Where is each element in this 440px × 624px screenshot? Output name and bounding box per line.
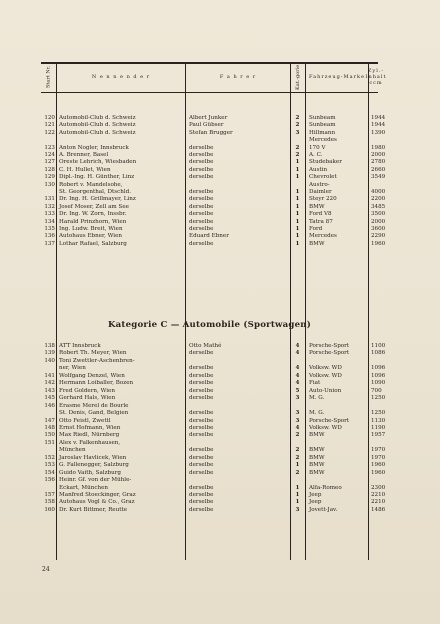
start-number: 141 <box>44 372 55 379</box>
driver-name: derselbe <box>189 462 214 469</box>
category-number: 1 <box>295 499 300 506</box>
entrant-name: Autohaus Ebner, Wien <box>59 233 122 240</box>
entrant-name: C. H. Hullet, Wien <box>59 166 111 173</box>
table-row <box>41 380 386 387</box>
category-number: 5 <box>295 387 300 394</box>
car-make: BMW <box>309 203 325 210</box>
start-number: 147 <box>44 417 55 424</box>
table-row <box>41 218 386 226</box>
car-make: Jeep <box>309 492 322 498</box>
category-number: 1 <box>295 166 300 173</box>
start-number: 132 <box>44 203 55 210</box>
entrant-name: Dr. Ing. H. Grillmayer, Linz <box>59 196 136 203</box>
car-make: Studebaker <box>309 159 342 166</box>
table-row <box>41 159 386 166</box>
entrant-name: Alex v. Falkenhausen, <box>59 439 121 446</box>
driver-name: Stefan Brugger <box>189 129 233 136</box>
header-make: Fahrzeug-Marke <box>309 74 365 80</box>
table-row <box>41 506 386 514</box>
driver-name: derselbe <box>189 189 214 195</box>
header-capacity: Zyl.-Inhalt ccm <box>365 68 387 86</box>
table-row <box>41 424 386 432</box>
start-number: 128 <box>44 166 55 173</box>
engine-capacity: 2000 <box>371 218 386 225</box>
category-number: 1 <box>295 240 300 247</box>
table-row <box>41 417 386 425</box>
start-number: 157 <box>44 492 55 498</box>
entrant-name: Hermann Loiballer, Bozen <box>59 380 134 387</box>
start-number: 127 <box>44 159 55 166</box>
car-make: Auto-Union <box>309 387 342 394</box>
engine-capacity: 2210 <box>371 492 386 498</box>
car-make: M. G. <box>309 395 325 402</box>
car-make: 170 V <box>309 144 326 151</box>
driver-name: derselbe <box>189 387 214 394</box>
table-row <box>41 440 378 447</box>
engine-capacity: 1486 <box>371 506 386 513</box>
driver-name: derselbe <box>189 196 214 203</box>
entrant-name: Lothar Rafael, Salzburg <box>59 240 127 247</box>
driver-name: Paul Gübser <box>189 122 224 129</box>
entrant-name: Wolfgang Denzel, Wien <box>59 372 125 379</box>
car-make: BMW <box>309 240 325 247</box>
entrant-name: Max Riedl, Nürnberg <box>59 432 120 439</box>
entrant-name: Dr. Kurt Bittmer, Reutte <box>59 506 128 513</box>
engine-capacity: 1960 <box>371 240 386 247</box>
car-make: M. G. <box>309 410 325 417</box>
table-row <box>41 410 386 417</box>
start-number: 124 <box>44 152 55 158</box>
category-number: 3 <box>295 129 300 136</box>
section-title: Kategorie C — Automobile (Sportwagen) <box>108 320 311 330</box>
engine-capacity: 3549 <box>371 174 386 181</box>
category-number: 1 <box>295 484 300 491</box>
driver-name: derselbe <box>189 417 214 424</box>
driver-name: derselbe <box>189 395 214 402</box>
car-make: Steyr 220 <box>309 196 337 203</box>
car-make: Mercedes <box>309 233 337 240</box>
header-driver: F a h r e r <box>219 74 257 80</box>
driver-name: derselbe <box>189 166 214 173</box>
category-number: 4 <box>295 365 300 372</box>
car-make: BMW <box>309 469 325 476</box>
driver-name: derselbe <box>189 226 214 232</box>
header-category: Kat.-gorie <box>295 64 301 90</box>
driver-name: derselbe <box>189 454 214 461</box>
category-number: 3 <box>295 417 300 424</box>
entrant-name: Erasme Merel de Bourle <box>59 402 129 409</box>
category-number: 1 <box>295 211 300 218</box>
car-make: BMW <box>309 432 325 439</box>
car-make: Alfa-Romeo <box>309 484 342 491</box>
entrant-name: Heinr. Gf. von der Mühle- <box>59 477 132 484</box>
driver-name: derselbe <box>189 499 214 506</box>
driver-name: derselbe <box>189 203 214 210</box>
entrant-name: St. Denis, Gand, Belgien <box>59 410 129 417</box>
entrant-name: Dipl.-Ing. H. Günther, Linz <box>59 174 135 181</box>
driver-name: Eduard Ebner <box>189 233 229 240</box>
start-number: 151 <box>44 439 55 446</box>
engine-capacity: 4000 <box>371 189 386 195</box>
category-number: 2 <box>295 454 300 461</box>
car-make: Austro- <box>309 181 330 188</box>
engine-capacity: 1390 <box>371 129 386 136</box>
start-number: 131 <box>44 196 55 203</box>
start-number: 135 <box>44 226 55 232</box>
engine-capacity: 1960 <box>371 462 386 469</box>
table-row <box>41 144 386 152</box>
category-number: 4 <box>295 372 300 379</box>
start-number: 152 <box>44 454 55 461</box>
driver-name: derselbe <box>189 152 214 158</box>
category-number: 4 <box>295 350 300 357</box>
engine-capacity: 1130 <box>371 417 386 424</box>
car-make: Jovett-Jav. <box>309 506 338 513</box>
entrant-name: Toni Zwettler-Aschenbren- <box>59 357 135 364</box>
entrant-name: Josef Moser, Zell am See <box>59 203 129 210</box>
start-number: 134 <box>44 218 55 225</box>
car-make: Ford V8 <box>309 211 332 218</box>
engine-capacity: 1250 <box>371 410 386 417</box>
category-number: 1 <box>295 174 300 181</box>
table-row <box>41 203 386 211</box>
entrant-name: Autohaus Vogl & Co., Graz <box>59 499 135 506</box>
car-make: Porsche-Sport <box>309 343 350 349</box>
start-number: 138 <box>44 343 55 349</box>
header-start-nr: Start Nr. <box>45 65 52 89</box>
category-number: 2 <box>295 432 300 439</box>
category-number: 1 <box>295 492 300 498</box>
table-row <box>41 189 386 196</box>
table-row <box>41 115 386 122</box>
car-make: Ford <box>309 226 323 232</box>
engine-capacity: 700 <box>371 387 382 394</box>
car-make: Chevrolet <box>309 174 337 181</box>
engine-capacity: 1957 <box>371 432 386 439</box>
start-number: 150 <box>44 432 55 439</box>
driver-name: derselbe <box>189 424 214 431</box>
category-number: 3 <box>295 506 300 513</box>
driver-name: derselbe <box>189 144 214 151</box>
entrant-name: A. Brenner, Basel <box>59 152 109 158</box>
entrant-name: Robert v. Mandelsohe, <box>59 181 123 188</box>
table-row <box>41 432 386 439</box>
category-number: 1 <box>295 189 300 195</box>
entrant-name: Automobil-Club d. Schweiz <box>59 129 136 136</box>
table-row <box>41 350 386 357</box>
driver-name: derselbe <box>189 432 214 439</box>
driver-name: Otto Mathé <box>189 343 222 349</box>
table-row <box>41 174 386 181</box>
engine-capacity: 2210 <box>371 499 386 506</box>
driver-name: Albert Junker <box>189 115 228 121</box>
start-number: 122 <box>44 129 55 136</box>
entry-list-table <box>41 62 387 560</box>
category-number: 2 <box>295 469 300 476</box>
start-number: 123 <box>44 144 55 151</box>
start-number: 129 <box>44 174 55 181</box>
engine-capacity: 1096 <box>371 365 386 372</box>
car-make: Volksw. WD <box>309 424 342 431</box>
car-make: Fiat <box>309 380 321 387</box>
table-row <box>41 122 386 129</box>
car-make: Daimler <box>309 189 332 195</box>
engine-capacity: 1086 <box>371 350 386 357</box>
car-make: Jeep <box>309 499 322 506</box>
entrant-name: Gerhard Hals, Wien <box>59 395 116 402</box>
category-number: 2 <box>295 152 300 158</box>
start-number: 137 <box>44 240 55 247</box>
engine-capacity: 2200 <box>371 196 386 203</box>
car-make: Volksw. WD <box>309 365 342 372</box>
driver-name: derselbe <box>189 469 214 476</box>
car-make: BMW <box>309 447 325 454</box>
page-number: 24 <box>42 566 50 573</box>
category-number: 3 <box>295 395 300 402</box>
driver-name: derselbe <box>189 211 214 218</box>
table-row <box>41 484 386 492</box>
entrant-name: Fred Goldern, Wien <box>59 387 115 394</box>
table-row <box>41 196 386 203</box>
driver-name: derselbe <box>189 240 214 247</box>
entrant-name: Ernst Hofmann, Wien <box>59 424 121 431</box>
start-number: 143 <box>44 387 55 394</box>
engine-capacity: 1190 <box>371 424 386 431</box>
header-entrant: N e n n e n d e r <box>91 74 151 80</box>
engine-capacity: 1944 <box>371 115 386 121</box>
table-row <box>41 343 386 350</box>
table-row <box>41 454 386 462</box>
table-row <box>41 137 378 144</box>
table-row <box>41 395 386 402</box>
engine-capacity: 1100 <box>371 343 386 349</box>
table-row <box>41 129 386 137</box>
entrant-name: ner, Wien <box>59 365 86 372</box>
category-number: 1 <box>295 226 300 232</box>
engine-capacity: 3600 <box>371 226 386 232</box>
engine-capacity: 1980 <box>371 144 386 151</box>
entrant-name: G. Fallenegger, Salzburg <box>59 462 129 469</box>
category-number: 2 <box>295 122 300 129</box>
car-make: BMW <box>309 462 325 469</box>
category-number: 1 <box>295 218 300 225</box>
engine-capacity: 2660 <box>371 166 386 173</box>
start-number: 120 <box>44 115 55 121</box>
engine-capacity: 3500 <box>371 211 386 218</box>
start-number: 145 <box>44 395 55 402</box>
entrant-name: Ing. Ludw. Breit, Wien <box>59 226 123 232</box>
engine-capacity: 2780 <box>371 159 386 166</box>
start-number: 153 <box>44 462 55 469</box>
table-row <box>41 447 386 454</box>
start-number: 148 <box>44 424 55 431</box>
entrant-name: ATT Innsbruck <box>59 343 101 349</box>
engine-capacity: 2290 <box>371 233 386 240</box>
table-row <box>41 152 386 159</box>
driver-name: derselbe <box>189 372 214 379</box>
entrant-name: Automobil-Club d. Schweiz <box>59 122 136 129</box>
driver-name: derselbe <box>189 447 214 454</box>
entrant-name: St. Georgenthal, Dtschld. <box>59 189 131 195</box>
category-number: 4 <box>295 380 300 387</box>
table-row <box>41 372 386 380</box>
car-make: Hillmann <box>309 129 336 136</box>
start-number: 136 <box>44 233 55 240</box>
car-make: A. C. <box>309 152 323 158</box>
start-number: 130 <box>44 181 55 188</box>
category-number: 4 <box>295 343 300 349</box>
start-number: 154 <box>44 469 55 476</box>
table-row <box>41 211 386 218</box>
category-number: 4 <box>295 424 300 431</box>
entrant-name: Eckart, München <box>59 484 108 491</box>
car-make: BMW <box>309 454 325 461</box>
car-make: Sunbeam <box>309 115 336 121</box>
driver-name: derselbe <box>189 365 214 372</box>
driver-name: derselbe <box>189 410 214 417</box>
start-number: 133 <box>44 211 55 218</box>
car-make: Porsche-Sport <box>309 417 350 424</box>
entrant-name: Oreste Lehrich, Wiesbaden <box>59 159 137 166</box>
start-number: 139 <box>44 350 55 357</box>
engine-capacity: 1250 <box>371 395 386 402</box>
category-number: 3 <box>295 410 300 417</box>
start-number: 121 <box>44 122 55 129</box>
entrant-name: Automobil-Club d. Schweiz <box>59 115 136 121</box>
engine-capacity: 1970 <box>371 447 386 454</box>
entrant-name: Jaroslav Havlicek, Wien <box>59 454 127 461</box>
entrant-name: Robert Th. Meyer, Wien <box>59 350 127 357</box>
engine-capacity: 1096 <box>371 372 386 379</box>
engine-capacity: 3485 <box>371 203 386 210</box>
driver-name: derselbe <box>189 484 214 491</box>
start-number: 158 <box>44 499 55 506</box>
engine-capacity: 2300 <box>371 484 386 491</box>
driver-name: derselbe <box>189 159 214 166</box>
table-row <box>41 166 386 174</box>
entrant-name: Guido Vaith, Salzburg <box>59 469 121 476</box>
table-row <box>41 182 378 189</box>
car-make: Austin <box>309 166 328 173</box>
category-number: 2 <box>295 115 300 121</box>
driver-name: derselbe <box>189 218 214 225</box>
engine-capacity: 1960 <box>371 469 386 476</box>
driver-name: derselbe <box>189 174 214 181</box>
car-make: Tatra 87 <box>309 218 333 225</box>
car-make: Volksw. WD <box>309 372 342 379</box>
table-row <box>41 365 386 372</box>
table-row <box>41 492 386 499</box>
table-row <box>41 233 386 240</box>
table-row <box>41 499 386 506</box>
category-number: 2 <box>295 447 300 454</box>
car-make: Porsche-Sport <box>309 350 350 357</box>
category-number: 1 <box>295 196 300 203</box>
entrant-name: Harald Prinzhorn, Wien <box>59 218 127 225</box>
entrant-name: Otto Feistl, Zwettl <box>59 417 111 424</box>
category-number: 1 <box>295 203 300 210</box>
driver-name: derselbe <box>189 350 214 357</box>
category-number: 1 <box>295 159 300 166</box>
start-number: 140 <box>44 357 55 364</box>
table-row <box>41 387 382 395</box>
table-row <box>41 226 386 233</box>
header-rule <box>41 92 378 93</box>
start-number: 160 <box>44 506 55 513</box>
entrant-name: Anton Nogler, Innsbruck <box>59 144 129 151</box>
entrant-name: Manfred Stoeckinger, Graz <box>59 492 136 498</box>
table-row <box>41 462 386 469</box>
entrant-name: München <box>59 447 86 454</box>
engine-capacity: 1970 <box>371 454 386 461</box>
table-row <box>41 240 386 248</box>
start-number: 146 <box>44 402 55 409</box>
category-number: 2 <box>295 144 300 151</box>
car-make: Mercedes <box>309 137 337 144</box>
entrant-name: Dr. Ing. W. Zorn, Inssbr. <box>59 211 127 218</box>
table-row <box>41 469 386 477</box>
table-row <box>41 477 378 484</box>
driver-name: derselbe <box>189 380 214 387</box>
engine-capacity: 2000 <box>371 152 386 158</box>
category-number: 1 <box>295 233 300 240</box>
start-number: 156 <box>44 477 55 484</box>
table-row <box>41 358 378 365</box>
car-make: Sunbeam <box>309 122 336 129</box>
engine-capacity: 1944 <box>371 122 386 129</box>
engine-capacity: 1090 <box>371 380 386 387</box>
table-row <box>41 403 378 410</box>
driver-name: derselbe <box>189 506 214 513</box>
start-number: 142 <box>44 380 55 387</box>
category-number: 1 <box>295 462 300 469</box>
driver-name: derselbe <box>189 492 214 498</box>
